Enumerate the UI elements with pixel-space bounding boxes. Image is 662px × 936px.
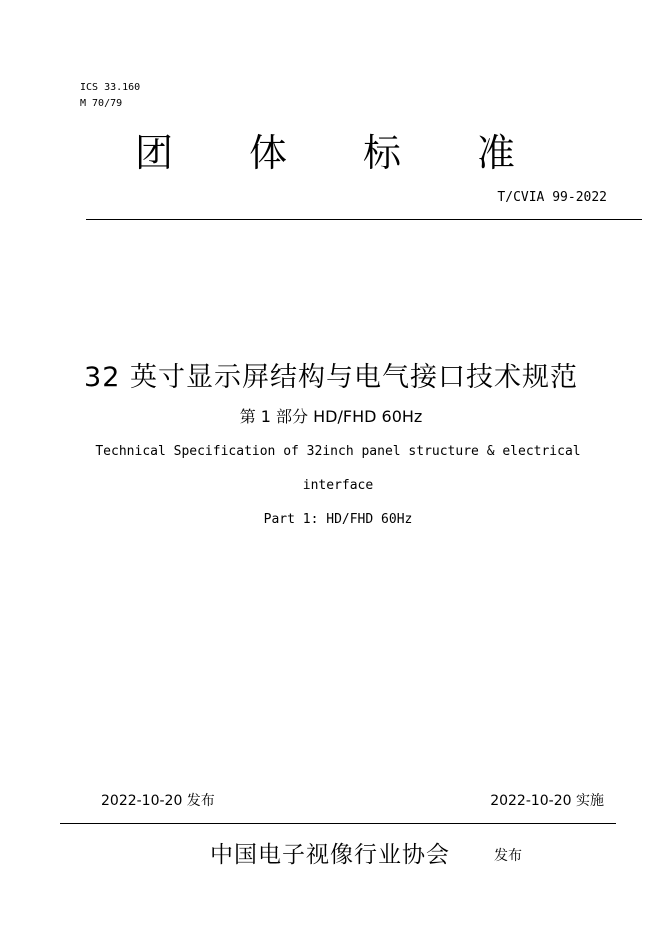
title-char-2: 体 — [248, 131, 287, 175]
document-title-en-line1: Technical Specification of 32inch panel structure & electrical — [95, 444, 581, 459]
publish-label: 发布 — [494, 848, 522, 864]
standard-code: T/CVIA 99-2022 — [497, 190, 607, 205]
ccs-code: M 70/79 — [80, 98, 123, 109]
publishing-organization: 中国电子视像行业协会 — [210, 842, 450, 868]
ics-code: ICS 33.160 — [80, 82, 141, 93]
standard-type-title — [135, 128, 515, 178]
implementation-date: 2022-10-20 实施 — [490, 793, 604, 809]
top-divider — [86, 219, 642, 220]
title-char-3: 标 — [362, 131, 401, 175]
document-subtitle-en: Part 1: HD/FHD 60Hz — [263, 512, 413, 527]
document-title-en-line2: interface — [302, 478, 374, 493]
document-title-cn: 32 英寸显示屏结构与电气接口技术规范 — [84, 362, 578, 393]
issue-date: 2022-10-20 发布 — [101, 793, 215, 809]
title-char-1: 团 — [135, 131, 174, 175]
title-char-4: 准 — [476, 131, 515, 175]
document-subtitle-cn: 第 1 部分 HD/FHD 60Hz — [239, 407, 423, 426]
classification-block — [80, 80, 140, 112]
bottom-divider — [60, 823, 616, 824]
